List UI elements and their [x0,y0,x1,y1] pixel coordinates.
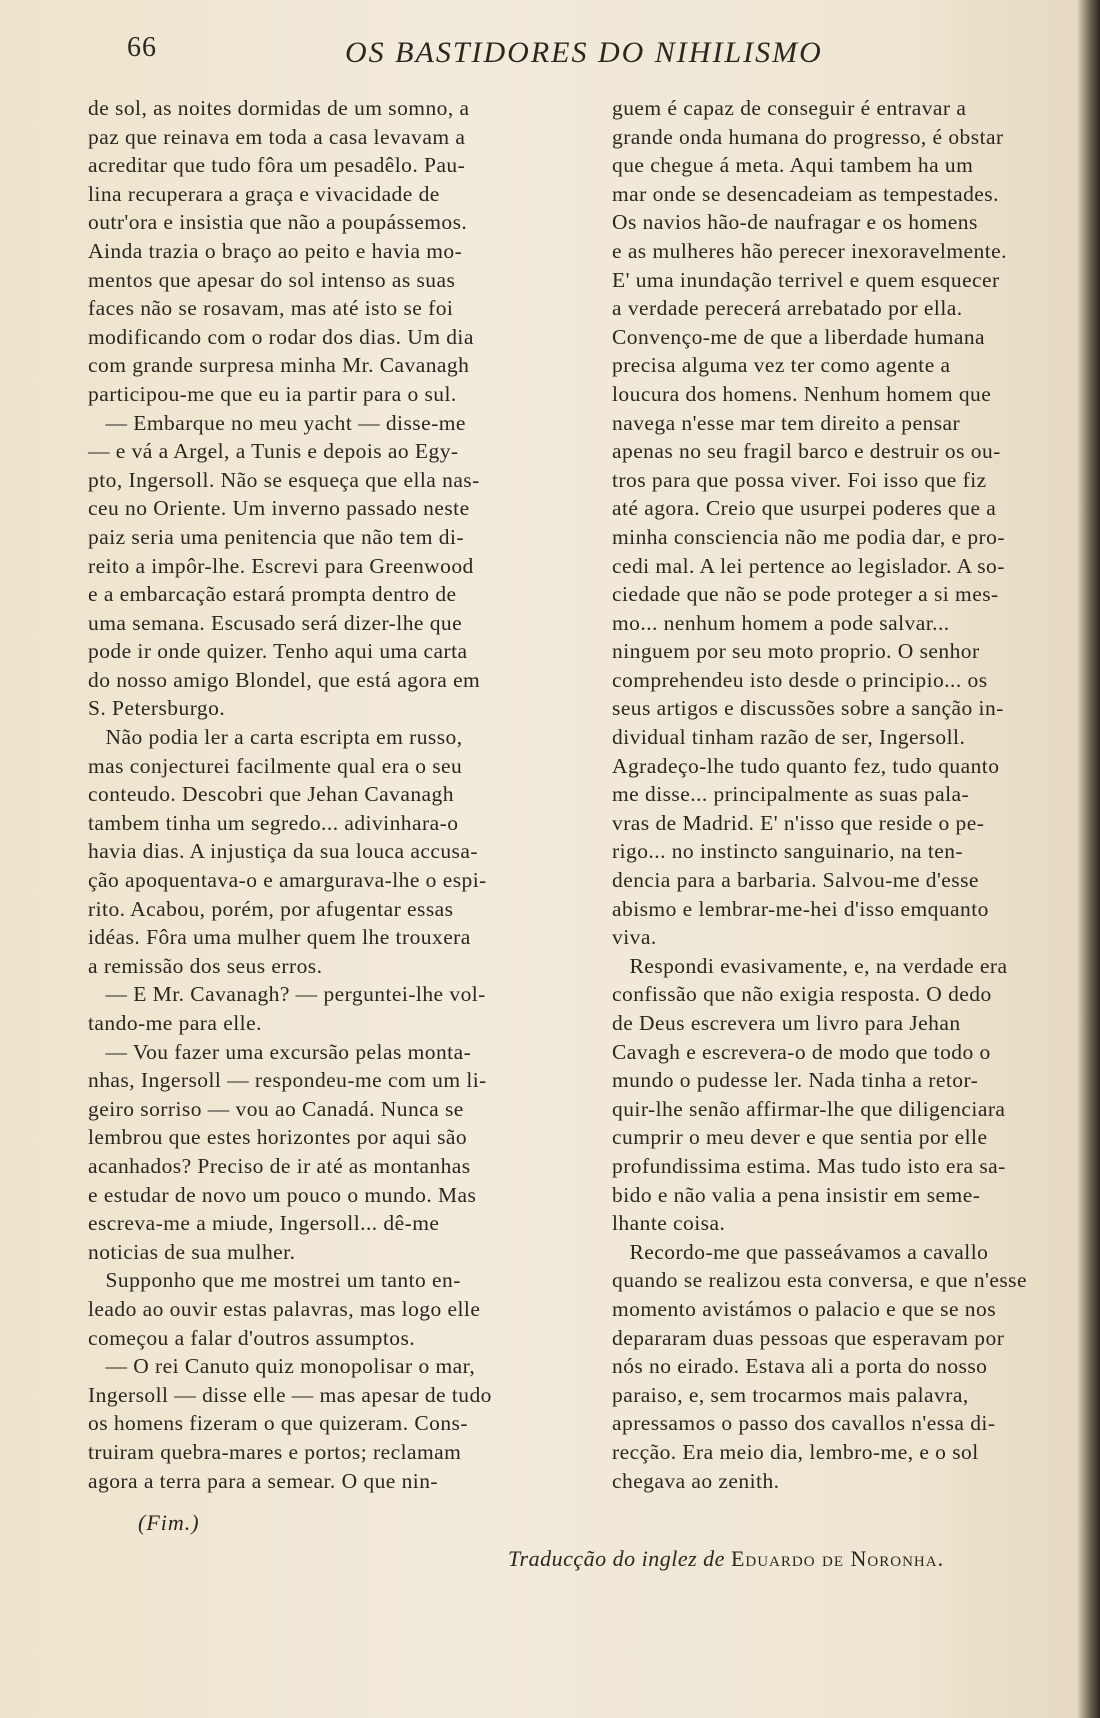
translation-credit [508,1546,944,1572]
text-line: paraiso, e, sem trocarmos mais palavra, [612,1382,969,1407]
text-line: a verdade perecerá arrebatado por ella. [612,296,963,321]
text-line: com grande surpresa minha Mr. Cavanagh [88,353,470,378]
text-line: geiro sorriso — vou ao Canadá. Nunca se [88,1096,464,1121]
text-line: nós no eirado. Estava ali a porta do nosso [612,1354,988,1379]
text-line: precisa alguma vez ter como agente a [612,353,951,378]
text-line: leado ao ouvir estas palavras, mas logo elle [88,1296,481,1321]
text-line: — O rei Canuto quiz monopolisar o mar, [88,1354,476,1379]
text-line: lembrou que estes horizontes por aqui são [88,1125,468,1150]
text-line: Supponho que me mostrei um tanto en- [88,1268,461,1293]
text-line: dencia para a barbaria. Salvou-me d'esse [612,868,979,893]
text-line: idéas. Fôra uma mulher quem lhe trouxera [88,925,471,950]
text-line: abismo e lembrar-me-hei d'isso emquanto [612,896,989,921]
text-line: nhas, Ingersoll — respondeu-me com um li- [88,1068,487,1093]
text-line: dividual tinham razão de ser, Ingersoll. [612,725,966,750]
text-line: comprehendeu isto desde o principio... os [612,667,988,692]
text-line: lina recuperara a graça e vivacidade de [88,181,440,206]
text-line: participou-me que eu ia partir para o sul. [88,381,457,406]
text-line: que chegue á meta. Aqui tambem ha um [612,153,974,178]
text-line: — Embarque no meu yacht — disse-me [88,410,466,435]
text-line: bido e não valia a pena insistir em seme- [612,1182,981,1207]
text-line: lhante coisa. [612,1211,726,1236]
text-line: — Vou fazer uma excursão pelas monta- [88,1039,472,1064]
text-line: paz que reinava em toda a casa levavam a [88,124,466,149]
text-line: Cavagh e escrevera-o de modo que todo o [612,1039,991,1064]
text-line: tros para que possa viver. Foi isso que fiz [612,467,987,492]
text-line: e a embarcação estará prompta dentro de [88,582,457,607]
text-line: do nosso amigo Blondel, que está agora em [88,667,481,692]
text-line: quando se realizou esta conversa, e que n'esse [612,1268,1027,1293]
text-line: ninguem por seu moto proprio. O senhor [612,639,980,664]
text-line: havia dias. A injustiça da sua louca accusa- [88,839,478,864]
text-line: de sol, as noites dormidas de um somno, a [88,96,470,120]
text-line: vras de Madrid. E' n'isso que reside o pe- [612,810,985,835]
text-line: tambem tinha um segredo... adivinhara-o [88,810,459,835]
text-line: noticias de sua mulher. [88,1239,296,1264]
translator-name: Eduardo de Noronha. [730,1546,945,1571]
text-line: mundo o pudesse ler. Nada tinha a retor- [612,1068,979,1093]
text-line: momento avistámos o palacio e que se nos [612,1296,997,1321]
text-line: rito. Acabou, porém, por afugentar essas [88,896,454,921]
text-line: quir-lhe senão affirmar-lhe que diligenciara [612,1096,1006,1121]
text-line: acreditar que tudo fôra um pesadêlo. Pau- [88,153,466,178]
text-line: paiz seria uma penitencia que não tem di- [88,524,465,549]
text-line: tando-me para elle. [88,1011,262,1035]
text-line: me disse... principalmente as suas pala- [612,782,970,807]
text-line: de Deus escrevera um livro para Jehan [612,1011,961,1035]
right-column [612,94,1084,1495]
text-line: Ainda trazia o braço ao peito e havia mo- [88,238,463,263]
text-line: começou a falar d'outros assumptos. [88,1325,416,1350]
text-line: navega n'esse mar tem direito a pensar [612,410,961,435]
text-line: seus artigos e discussões sobre a sanção in- [612,696,1004,721]
text-line: reito a impôr-lhe. Escrevi para Greenwood [88,553,474,578]
text-line: agora a terra para a semear. O que nin- [88,1468,439,1493]
text-line: recção. Era meio dia, lembro-me, e o sol [612,1439,979,1464]
text-line: mentos que apesar do sol intenso as suas [88,267,456,292]
text-line: cumprir o meu dever e que sentia por elle [612,1125,988,1150]
text-line: ção apoquentava-o e amargurava-lhe o espi- [88,868,487,893]
text-line: os homens fizeram o que quizeram. Cons- [88,1411,468,1436]
text-line: uma semana. Escusado será dizer-lhe que [88,610,463,635]
text-line: truiram quebra-mares e portos; reclamam [88,1439,462,1464]
text-line: minha consciencia não me podia dar, e pro- [612,524,1005,549]
text-line: ciedade que não se pode proteger a si mes- [612,582,999,607]
text-line: rigo... no instincto sanguinario, na ten- [612,839,964,864]
text-line: até agora. Creio que usurpei poderes que a [612,496,997,521]
text-line: e as mulheres hão perecer inexoravelmente. [612,238,1007,263]
text-line: escreva-me a miude, Ingersoll... dê-me [88,1211,440,1236]
text-line: Respondi evasivamente, e, na verdade era [612,953,1008,978]
text-line: pode ir onde quizer. Tenho aqui uma carta [88,639,468,664]
text-line: apenas no seu fragil barco e destruir os ou- [612,439,1001,464]
text-line: S. Petersburgo. [88,696,226,721]
text-line: faces não se rosavam, mas até isto se foi [88,296,454,321]
text-line: pto, Ingersoll. Não se esqueça que ella nas- [88,467,480,492]
text-line: depararam duas pessoas que esperavam por [612,1325,1005,1350]
running-head: OS BASTIDORES DO NIHILISMO [345,36,823,69]
text-line: conteudo. Descobri que Jehan Cavanagh [88,782,454,807]
text-line: confissão que não exigia resposta. O dedo [612,982,992,1007]
text-line: Agradeço-lhe tudo quanto fez, tudo quanto [612,753,1000,778]
text-line: Não podia ler a carta escripta em russo, [88,725,463,750]
text-line: grande onda humana do progresso, é obstar [612,124,1004,149]
text-line: E' uma inundação terrivel e quem esquecer [612,267,1000,292]
text-line: — e vá a Argel, a Tunis e depois ao Egy- [88,439,459,464]
text-line: mas conjecturei facilmente qual era o seu [88,753,463,778]
text-line: apressamos o passo dos cavallos n'essa di- [612,1411,996,1436]
left-column [88,94,566,1495]
text-line: Os navios hão-de naufragar e os homens [612,210,978,235]
text-line: mo... nenhum homem a pode salvar... [612,610,950,635]
text-line: chegava ao zenith. [612,1468,780,1493]
text-line: profundissima estima. Mas tudo isto era sa- [612,1153,1006,1178]
text-line: a remissão dos seus erros. [88,953,323,978]
credit-prefix: Traducção do inglez de [508,1546,725,1571]
text-line: mar onde se desencadeiam as tempestades. [612,181,999,206]
text-line: cedi mal. A lei pertence ao legislador. A so- [612,553,1005,578]
text-line: acanhados? Preciso de ir até as montanhas [88,1153,471,1178]
text-line: Recordo-me que passeávamos a cavallo [612,1239,989,1264]
text-line: guem é capaz de conseguir é entravar a [612,96,967,120]
text-line: — E Mr. Cavanagh? — perguntei-lhe vol- [88,982,486,1007]
page-number: 66 [127,32,157,63]
end-marker: (Fim.) [138,1510,200,1535]
text-line: Convenço-me de que a liberdade humana [612,324,986,349]
text-line: loucura dos homens. Nenhum homem que [612,381,992,406]
text-line: outr'ora e insistia que não a poupássemos. [88,210,468,235]
text-line: Ingersoll — disse elle — mas apesar de tudo [88,1382,492,1407]
text-line: e estudar de novo um pouco o mundo. Mas [88,1182,477,1207]
text-line: modificando com o rodar dos dias. Um dia [88,324,474,349]
text-line: viva. [612,925,657,950]
text-line: ceu no Oriente. Um inverno passado neste [88,496,470,521]
